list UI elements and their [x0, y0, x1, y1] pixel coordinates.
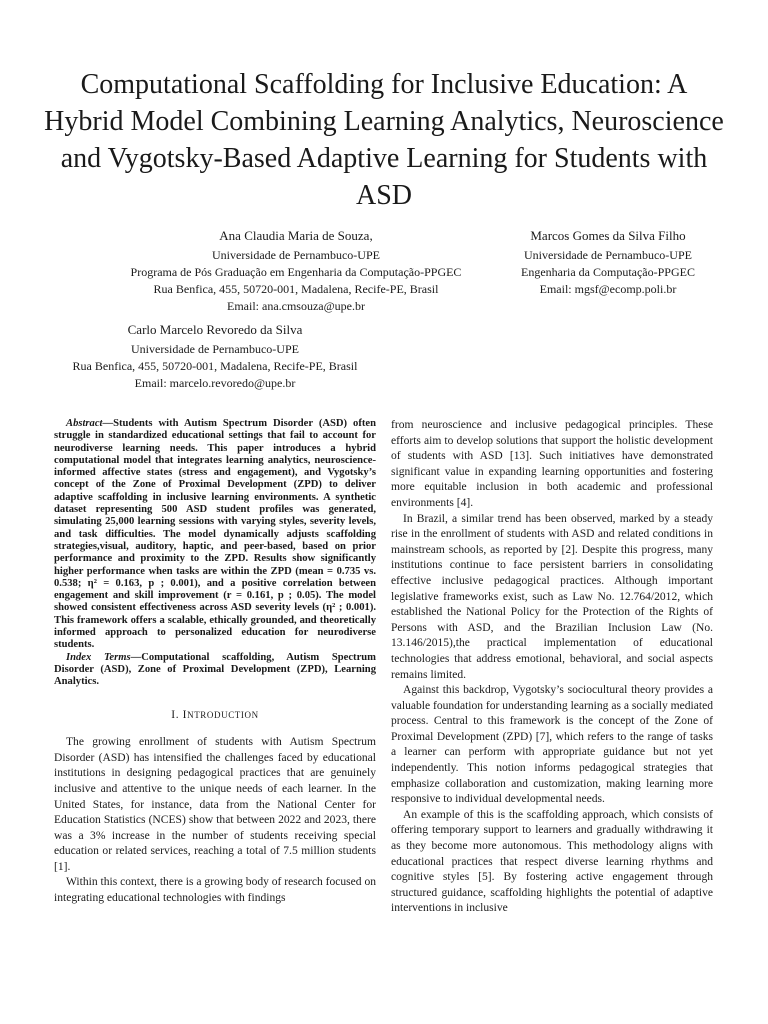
author-address: Rua Benfica, 455, 50720-001, Madalena, Recife-PE, Brasil — [72, 359, 358, 373]
abstract-text: —Students with Autism Spectrum Disorder (ASD) often struggle in standardized educational settings that fail to account for neurodiverse learning needs. This paper introduces a hybrid computational model that integrates learning analytics, neuroscience-informed affective states (stress and engagement), and Vygotsky’s concept of the Zone of Proximal Development (ZPD) to deliver adaptive scaffolding in inclusive learning environments. A synthetic dataset representing 500 ASD student profiles was generated, simulating 25,000 learning sessions with varying styles, severity levels, and task difficulties. The model dynamically adjusts scaffolding strategies,visual, auditory, haptic, and peer-based, based on prior performance and proximity to the ZPD. Results show significantly higher performance when tasks are within the ZPD (mean = 0.735 vs. 0.538; η² = 0.163, p ; 0.001), and a positive correlation between engagement and skill improvement (r = 0.161, p ; 0.05). The model showed consistent effectiveness across ASD severity levels (η² ; 0.001). This framework offers a scalable, ethically grounded, and theoretically informed approach to personalized education for neurodiverse students. — [54, 418, 376, 651]
author-email: Email: marcelo.revoredo@upe.br — [134, 376, 296, 390]
section-heading-introduction — [54, 708, 376, 724]
author-block-3 — [40, 321, 390, 392]
index-terms-text: —Computational scaffolding, Autism Spectrum Disorder (ASD), Zone of Proximal Development (ZPD), Learning Analytics. — [54, 651, 376, 688]
section-title-initial: I — [182, 708, 188, 721]
abstract — [54, 418, 376, 652]
author-name: Ana Claudia Maria de Souza, — [219, 228, 373, 243]
body-paragraph: In Brazil, a similar trend has been observed, marked by a steady rise in the enrollment of students with ASD and related conditions in mainstream schools, as reported by [2]. Despite this progress, many institutions continue to face persistent barriers in consolidating effective inclusive pedagogical practices. Although important legislative frameworks exist, such as Law No. 12.764/2012, which established the National Policy for the Protection of the Rights of Persons with ASD, and the Brazilian Inclusion Law (No. 13.146/2015),the practical implementation of educational technologies that address emotional, behavioral, and social aspects remains limited. — [391, 512, 713, 681]
body-paragraph: The growing enrollment of students with Autism Spectrum Disorder (ASD) has intensified the challenges faced by educational institutions in designing pedagogical practices that are genuinely inclusive and attentive to the unique needs of each learner. In the United States, for instance, data from the National Center for Education Statistics (NCES) show that between 2022 and 2023, there was a 3% increase in the number of students receiving special education or related services, reaching a total of 7.5 million students [1]. — [54, 736, 376, 873]
author-name: Marcos Gomes da Silva Filho — [530, 228, 686, 243]
author-address: Rua Benfica, 455, 50720-001, Madalena, Recife-PE, Brasil — [153, 282, 439, 296]
body-paragraph: Within this context, there is a growing body of research focused on integrating educational technologies with findings — [54, 876, 376, 905]
author-block-2 — [508, 227, 708, 298]
body-paragraph: from neuroscience and inclusive pedagogical principles. These efforts aim to develop solutions that support the holistic development of students with ASD [13]. Such initiatives have demonstrated significant value in expanding learning opportunities and fostering more equitable inclusion in both academic and professional environments [4]. — [391, 419, 713, 509]
author-department: Engenharia da Computação-PPGEC — [521, 265, 695, 279]
author-department: Programa de Pós Graduação em Engenharia da Computação-PPGEC — [130, 265, 462, 279]
section-numeral: I. — [171, 708, 183, 721]
right-column — [391, 418, 713, 917]
author-affiliation: Universidade de Pernambuco-UPE — [524, 248, 692, 262]
section-title-rest: NTRODUCTION — [187, 709, 259, 720]
abstract-label: Abstract — [66, 418, 103, 429]
author-email: Email: ana.cmsouza@upe.br — [227, 299, 365, 313]
author-name: Carlo Marcelo Revoredo da Silva — [127, 322, 303, 337]
body-paragraph: Against this backdrop, Vygotsky’s sociocultural theory provides a valuable foundation for understanding learning as a socially mediated process. Central to this framework is the concept of the Zone of Proximal Development (ZPD) [7], which refers to the range of tasks a learner can perform with appropriate guidance but not yet independently. This notion informs pedagogical strategies that emphasize collaboration and customization, making learning more responsive to individual developmental needs. — [391, 684, 713, 806]
author-affiliation: Universidade de Pernambuco-UPE — [131, 342, 299, 356]
author-block-1 — [96, 227, 496, 315]
author-affiliation: Universidade de Pernambuco-UPE — [212, 248, 380, 262]
paper-title: Computational Scaffolding for Inclusive Education: A Hybrid Model Combining Learning Analytics, Neuroscience and Vygotsky-Based Adaptive Learning for Students with ASD — [44, 69, 724, 211]
body-paragraph: An example of this is the scaffolding approach, which consists of offering temporary support to learners and gradually withdrawing it as they become more autonomous. This methodology aligns with educational practices that respect diverse learning rhythms and cognitive styles [5]. By fostering active engagement through structured guidance, scaffolding highlights the potential of adaptive interventions in inclusive — [391, 808, 713, 915]
author-email: Email: mgsf@ecomp.poli.br — [539, 282, 677, 296]
left-column — [54, 418, 376, 907]
index-terms — [54, 652, 376, 689]
index-terms-label: Index Terms — [66, 651, 131, 663]
